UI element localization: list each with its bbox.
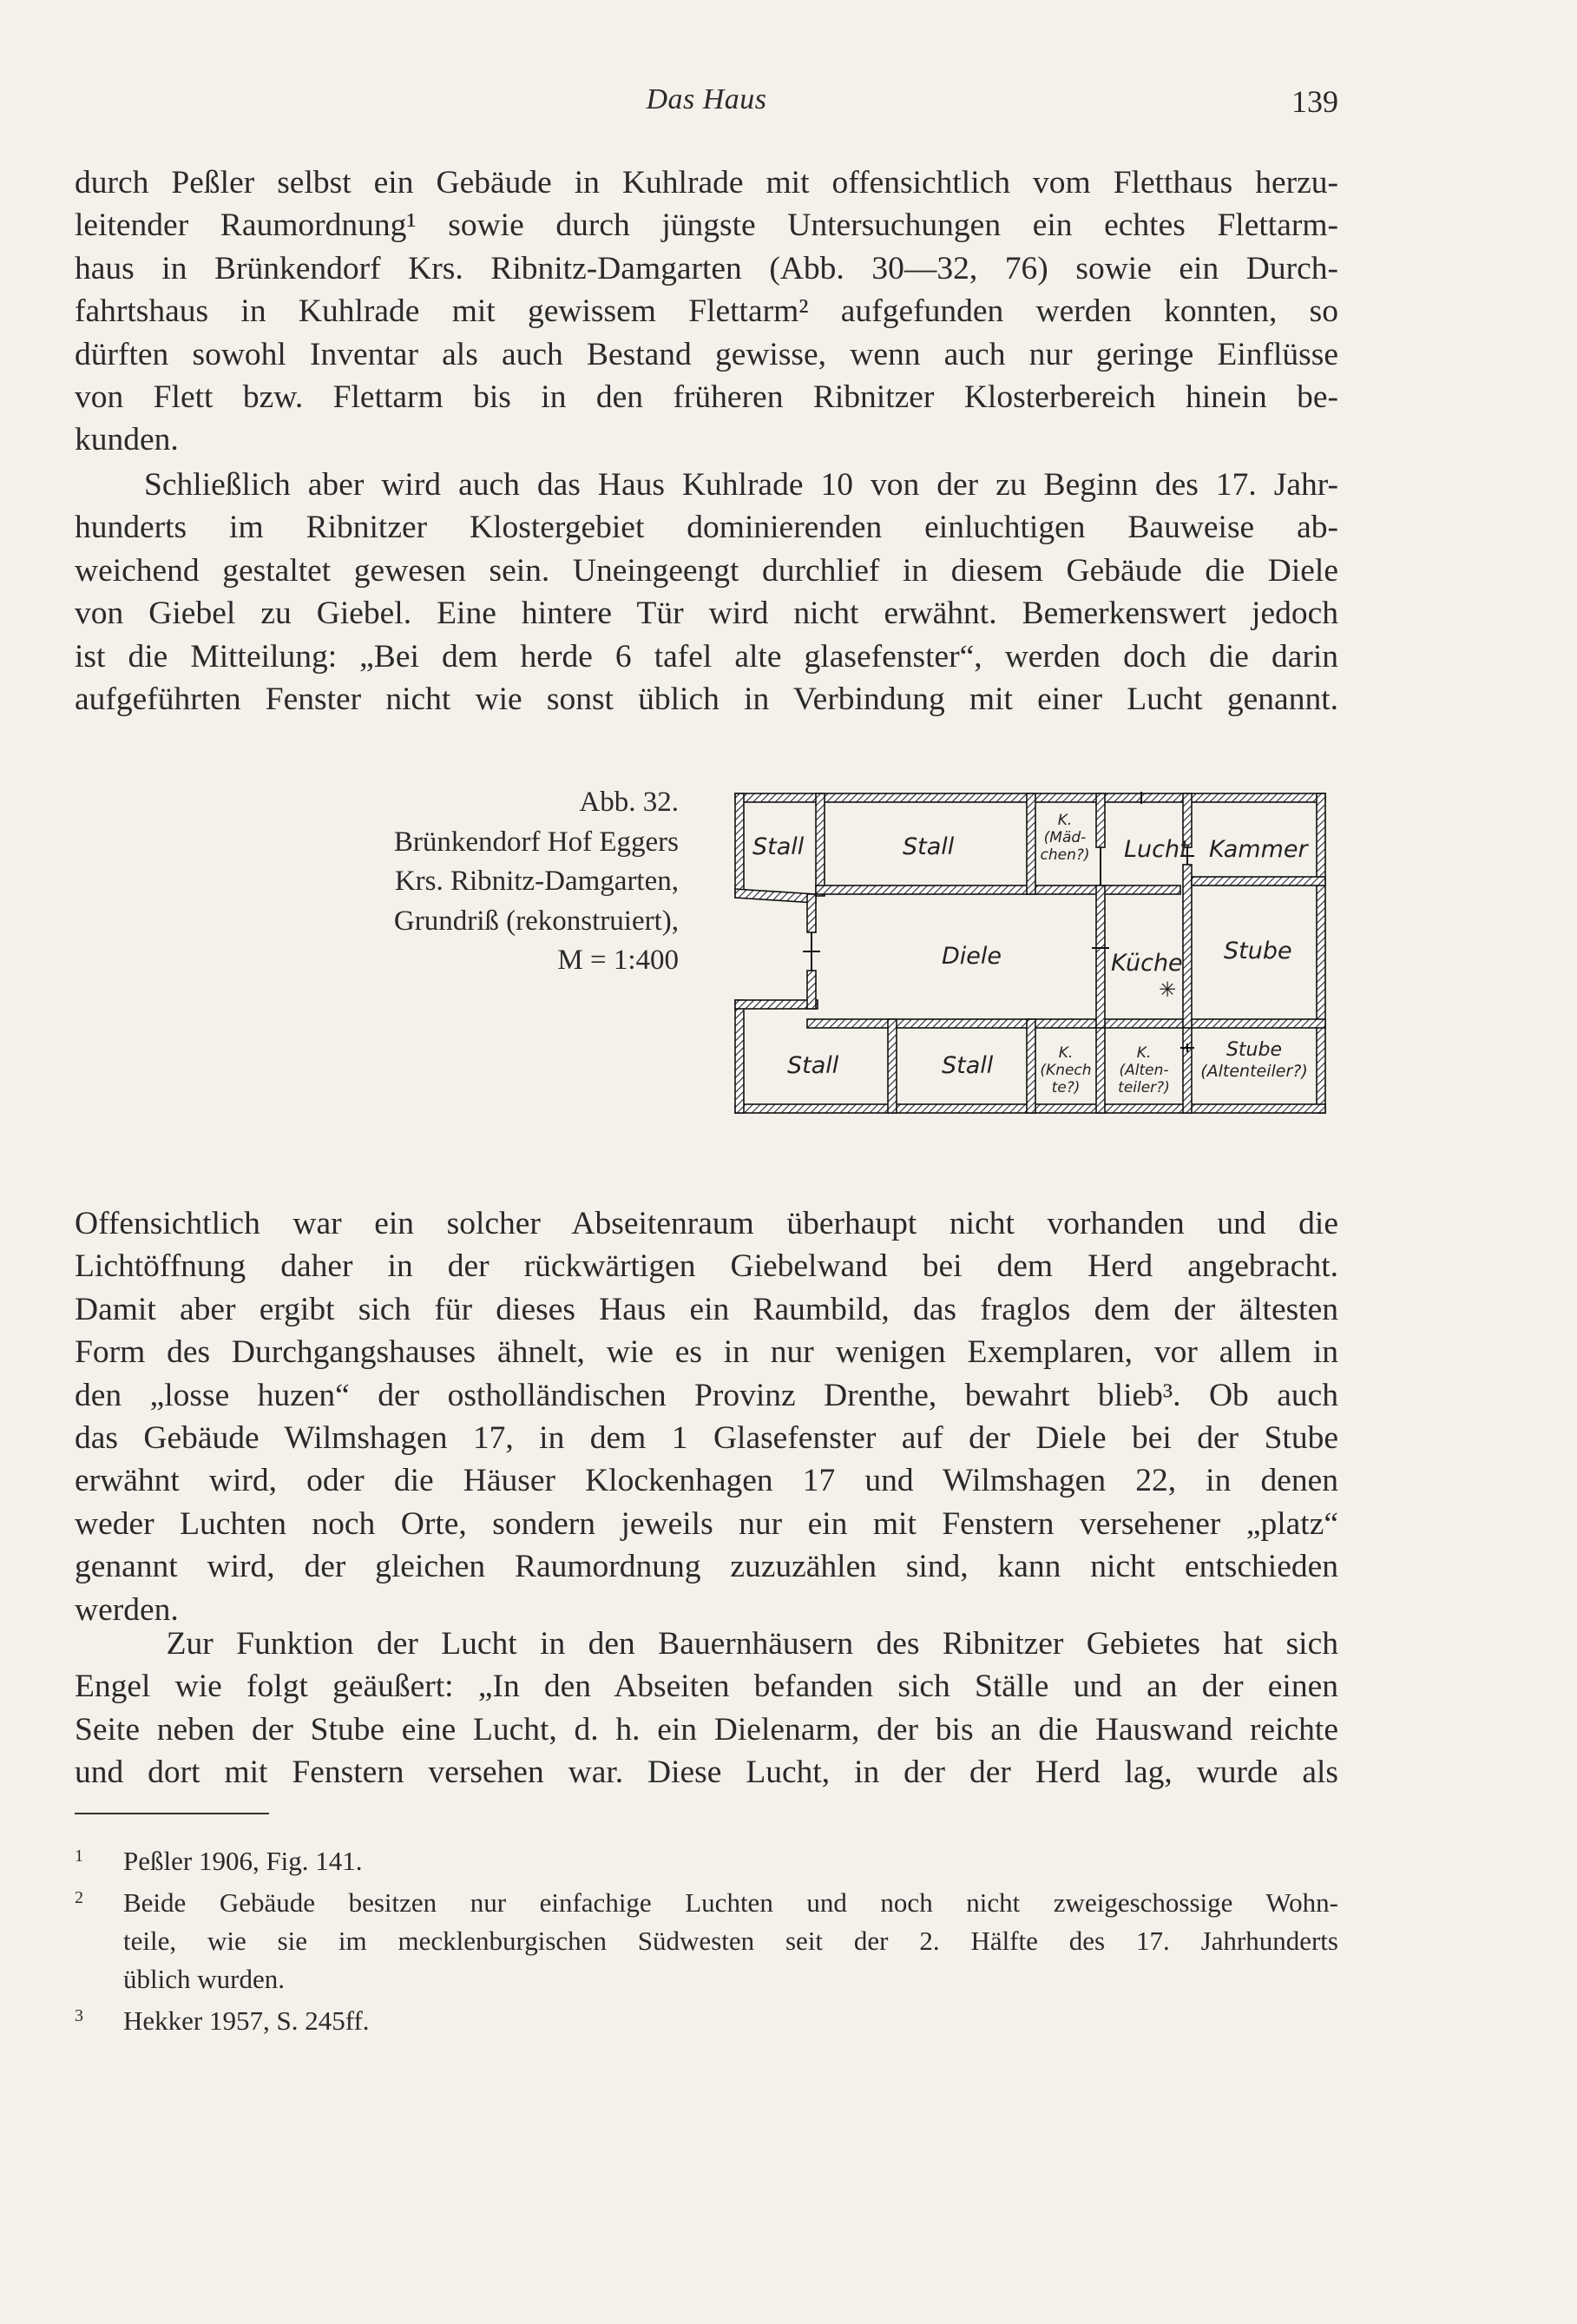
footnote-mark: 3 <box>75 2006 83 2025</box>
room-label-stall: Stall <box>903 833 955 860</box>
room-label-k-detail: teiler?) <box>1118 1079 1170 1096</box>
text-line: aufgeführten Fenster nicht wie sonst üblich in Verbindung mit einer Lucht genannt. <box>75 681 1338 717</box>
room-label-stall: Stall <box>787 1052 839 1079</box>
text-line: fahrtshaus in Kuhlrade mit gewissem Flettarm² aufgefunden werden konnten, so <box>75 293 1338 330</box>
text-line: Schließlich aber wird auch das Haus Kuhlrade 10 von der zu Beginn des 17. Jahr- <box>75 467 1338 503</box>
room-label-stube-detail: (Altenteiler?) <box>1200 1062 1308 1081</box>
room-label-kueche: Küche <box>1111 950 1183 977</box>
footnote-2 <box>75 1884 1338 1998</box>
footnote-line: Hekker 1957, S. 245ff. <box>123 2005 370 2036</box>
room-label-stube: Stube <box>1224 938 1292 964</box>
text-line: werden. <box>75 1591 179 1628</box>
caption-line: Abb. 32. <box>579 787 679 818</box>
room-label-k-detail: (Alten- <box>1119 1062 1169 1079</box>
text-line: Offensichtlich war ein solcher Abseitenraum überhaupt nicht vorhanden und die <box>75 1206 1338 1241</box>
paragraph-4 <box>75 1623 1338 1794</box>
plan-openings <box>803 792 1194 1052</box>
text-line: durch Peßler selbst ein Gebäude in Kuhlrade mit offensichtlich vom Fletthaus herzu- <box>75 165 1338 201</box>
footnote-line: teile, wie sie im mecklenburgischen Südwesten seit der 2. Hälfte des 17. Jahrhunderts <box>123 1926 1338 1956</box>
room-label-lucht: Lucht <box>1124 836 1189 863</box>
text-line: genannt wird, der gleichen Raumordnung zuzuzählen sind, kann nicht entschieden <box>75 1549 1338 1585</box>
text-line: Lichtöffnung daher in der rückwärtigen Giebelwand bei dem Herd angebracht. <box>75 1248 1338 1285</box>
text-line: weder Luchten noch Orte, sondern jeweils nur ein mit Fenstern versehener „platz“ <box>75 1505 1338 1542</box>
room-label-k: K. <box>1136 1044 1152 1062</box>
text-line: leitender Raumordnung¹ sowie durch jüngste Untersuchungen ein echtes Flettarm- <box>75 207 1338 244</box>
footnote-1 <box>75 1842 1338 1880</box>
page-header <box>75 83 1338 127</box>
text-line: Form des Durchgangshauses ähnelt, wie es in nur wenigen Exemplaren, vor allem in <box>75 1334 1338 1371</box>
text-line: Damit aber ergibt sich für dieses Haus ein Raumbild, das fraglos dem der ältesten <box>75 1291 1338 1327</box>
text-line: den „losse huzen“ der ostholländischen Provinz Drenthe, bewahrt blieb³. Ob auch <box>75 1377 1338 1413</box>
room-label-k: K. <box>1057 812 1073 829</box>
paragraph-3 <box>75 1202 1338 1631</box>
paragraph-1 <box>75 161 1338 462</box>
footnote-line: Beide Gebäude besitzen nur einfachige Luchten und noch nicht zweigeschossige Wohn- <box>123 1887 1338 1918</box>
text-line: hunderts im Ribnitzer Klostergebiet dominierenden einluchtigen Bauweise ab- <box>75 510 1338 546</box>
footnote-line: Peßler 1906, Fig. 141. <box>123 1846 363 1876</box>
text-line: erwähnt wird, oder die Häuser Klockenhagen 17 und Wilmshagen 22, in denen <box>75 1463 1338 1499</box>
text-line: ist die Mitteilung: „Bei dem herde 6 tafel alte glasefenster“, werden doch die darin <box>75 638 1338 675</box>
text-line: von Giebel zu Giebel. Eine hintere Tür wird nicht erwähnt. Bemerkenswert jedoch <box>75 596 1338 632</box>
page-number: 139 <box>1291 84 1338 119</box>
room-label-stall: Stall <box>942 1052 994 1079</box>
text-line: dürften sowohl Inventar als auch Bestand gewisse, wenn auch nur geringe Einflüsse <box>75 336 1338 372</box>
caption-line: Brünkendorf Hof Eggers <box>393 826 679 858</box>
paragraph-2 <box>75 464 1338 721</box>
footnote-mark: 1 <box>75 1847 83 1866</box>
footnote-mark: 2 <box>75 1888 83 1907</box>
text-line: kunden. <box>75 422 179 458</box>
text-line: das Gebäude Wilmshagen 17, in dem 1 Glasefenster auf der Diele bei der Stube <box>75 1419 1338 1456</box>
room-label-k-detail: (Mäd- <box>1043 829 1087 846</box>
footnote-rule <box>75 1813 269 1814</box>
room-label-kammer: Kammer <box>1209 836 1308 863</box>
room-label-k-detail: chen?) <box>1040 846 1090 864</box>
footnotes <box>75 1842 1338 2040</box>
room-label-diele: Diele <box>942 943 1002 970</box>
hearth-symbol: ✳ <box>1159 978 1177 1002</box>
text-line: Zur Funktion der Lucht in den Bauernhäusern des Ribnitzer Gebietes hat sich <box>75 1626 1338 1662</box>
footnote-line: üblich wurden. <box>123 1964 285 1994</box>
room-label-k-detail: te?) <box>1051 1079 1081 1096</box>
caption-line: Krs. Ribnitz-Damgarten, <box>394 866 679 897</box>
figure-caption <box>286 783 679 981</box>
text-line: haus in Brünkendorf Krs. Ribnitz-Damgarten (Abb. 30—32, 76) sowie ein Durch- <box>75 250 1338 286</box>
text-line: Engel wie folgt geäußert: „In den Abseiten befanden sich Ställe und an der einen <box>75 1669 1338 1705</box>
footnote-3 <box>75 2002 1338 2040</box>
text-line: und dort mit Fenstern versehen war. Diese Lucht, in der der Herd lag, wurde als <box>75 1755 1338 1791</box>
text-line: von Flett bzw. Flettarm bis in den früheren Ribnitzer Klosterbereich hinein be- <box>75 379 1338 415</box>
caption-line: Grundriß (rekonstruiert), <box>393 905 679 937</box>
floor-plan <box>733 792 1332 1122</box>
room-label-k-detail: (Knech <box>1040 1062 1092 1079</box>
text-line: weichend gestaltet gewesen sein. Uneingeengt durchlief in diesem Gebäude die Diele <box>75 552 1338 589</box>
room-label-k: K. <box>1058 1044 1074 1062</box>
room-label-stube: Stube <box>1225 1039 1283 1061</box>
text-line: Seite neben der Stube eine Lucht, d. h. ein Dielenarm, der bis an die Hauswand reichte <box>75 1711 1338 1748</box>
room-label-stall: Stall <box>752 833 805 860</box>
caption-line: M = 1:400 <box>557 945 679 976</box>
running-head: Das Haus <box>646 83 767 115</box>
